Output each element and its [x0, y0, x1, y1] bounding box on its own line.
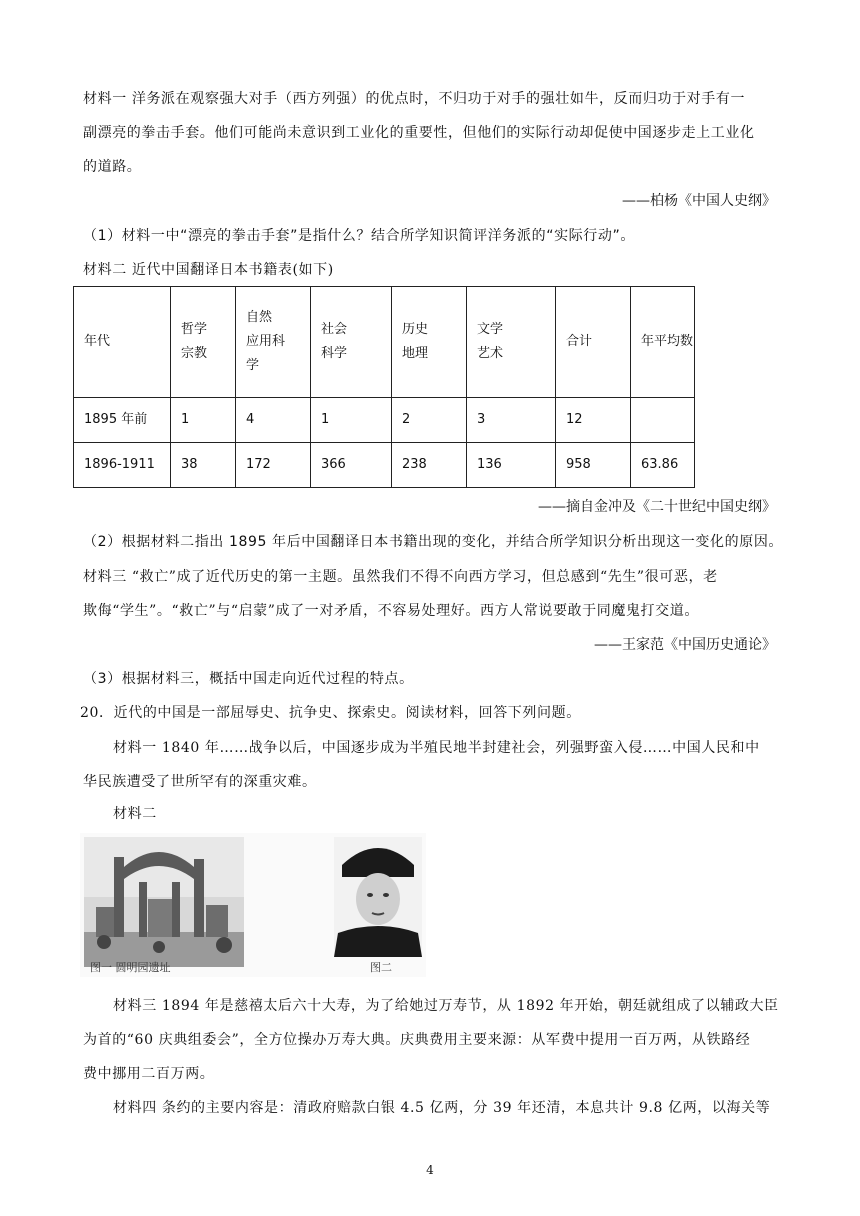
header-cell: 自然 应用科 学 [236, 287, 311, 398]
table-cell: 3 [467, 398, 556, 443]
table-cell: 12 [556, 398, 631, 443]
q20-material3-line2: 为首的“60 庆典组委会”，全方位操办万寿大典。庆典费用主要来源：从军费中提用一百万两，从铁路经 [83, 1032, 751, 1048]
yuanmingyuan-ruins-image [84, 837, 244, 967]
table-cell: 2 [392, 398, 467, 443]
table-cell: 38 [171, 443, 236, 488]
table-cell: 1 [171, 398, 236, 443]
table-cell: 1 [311, 398, 392, 443]
table-cell: 4 [236, 398, 311, 443]
material3-source: ——王家范《中国历史通论》 [594, 637, 776, 653]
figure1-caption: 图一 圆明园遗址 [90, 961, 171, 974]
q20-material2-label: 材料二 [113, 806, 157, 822]
table-header-row [74, 287, 695, 398]
table-cell: 958 [556, 443, 631, 488]
figure2-caption: 图二 [370, 961, 392, 974]
q20-material4-line1: 材料四 条约的主要内容是：清政府赔款白银 4.5 亿两，分 39 年还清，本息共计 9.8 亿两，以海关等 [113, 1100, 771, 1116]
table-cell: 238 [392, 443, 467, 488]
table-row [74, 443, 695, 488]
material1-line3: 的道路。 [83, 159, 142, 175]
portrait-image [334, 837, 422, 957]
material3-line2: 欺侮“学生”。“救亡”与“启蒙”成了一对矛盾，不容易处理好。西方人常说要敢于同魔鬼打交道。 [83, 603, 699, 619]
table-row [74, 398, 695, 443]
table-cell: 63.86 [631, 443, 695, 488]
header-cell: 年代 [74, 287, 171, 398]
q20-material3-line1: 材料三 1894 年是慈禧太后六十大寿，为了给她过万寿节，从 1892 年开始，朝廷就组成了以辅政大臣 [113, 998, 779, 1014]
header-cell: 年平均数 [631, 287, 695, 398]
table-cell [631, 398, 695, 443]
material1-line2: 副漂亮的拳击手套。他们可能尚未意识到工业化的重要性，但他们的实际行动却促使中国逐步走上工业化 [83, 125, 755, 141]
material2-source: ——摘自金冲及《二十世纪中国史纲》 [538, 499, 776, 515]
table-cell: 172 [236, 443, 311, 488]
material3-line1: 材料三 “救亡”成了近代历史的第一主题。虽然我们不得不向西方学习，但总感到“先生”很可恶，老 [83, 569, 718, 585]
material1-source: ——柏杨《中国人史纲》 [622, 193, 776, 209]
question-1: （1）材料一中“漂亮的拳击手套”是指什么？结合所学知识简评洋务派的“实际行动”。 [83, 228, 635, 244]
header-cell: 历史 地理 [392, 287, 467, 398]
header-cell: 社会 科学 [311, 287, 392, 398]
table-cell: 1896-1911 [74, 443, 171, 488]
question-3: （3）根据材料三，概括中国走向近代过程的特点。 [83, 671, 414, 687]
question-2: （2）根据材料二指出 1895 年后中国翻译日本书籍出现的变化，并结合所学知识分析出现这一变化的原因。 [83, 534, 784, 550]
material1-line1: 材料一 洋务派在观察强大对手（西方列强）的优点时，不归功于对手的强壮如牛，反而归功于对手有一 [83, 91, 746, 107]
material2-figures [80, 833, 426, 977]
material2-title: 材料二 近代中国翻译日本书籍表(如下) [83, 262, 334, 278]
table-cell: 1895 年前 [74, 398, 171, 443]
page-number: 4 [426, 1163, 434, 1177]
table-cell: 136 [467, 443, 556, 488]
q20-material1-line2: 华民族遭受了世所罕有的深重灾难。 [83, 774, 317, 790]
header-cell: 合计 [556, 287, 631, 398]
table-cell: 366 [311, 443, 392, 488]
header-cell: 哲学 宗教 [171, 287, 236, 398]
q20-material3-line3: 费中挪用二百万两。 [83, 1066, 215, 1082]
header-cell: 文学 艺术 [467, 287, 556, 398]
translation-table [73, 286, 695, 488]
question-20-stem: 20．近代的中国是一部屈辱史、抗争史、探索史。阅读材料，回答下列问题。 [80, 705, 581, 721]
q20-material1-line1: 材料一 1840 年……战争以后，中国逐步成为半殖民地半封建社会，列强野蛮入侵……中国人民和中 [113, 740, 760, 756]
